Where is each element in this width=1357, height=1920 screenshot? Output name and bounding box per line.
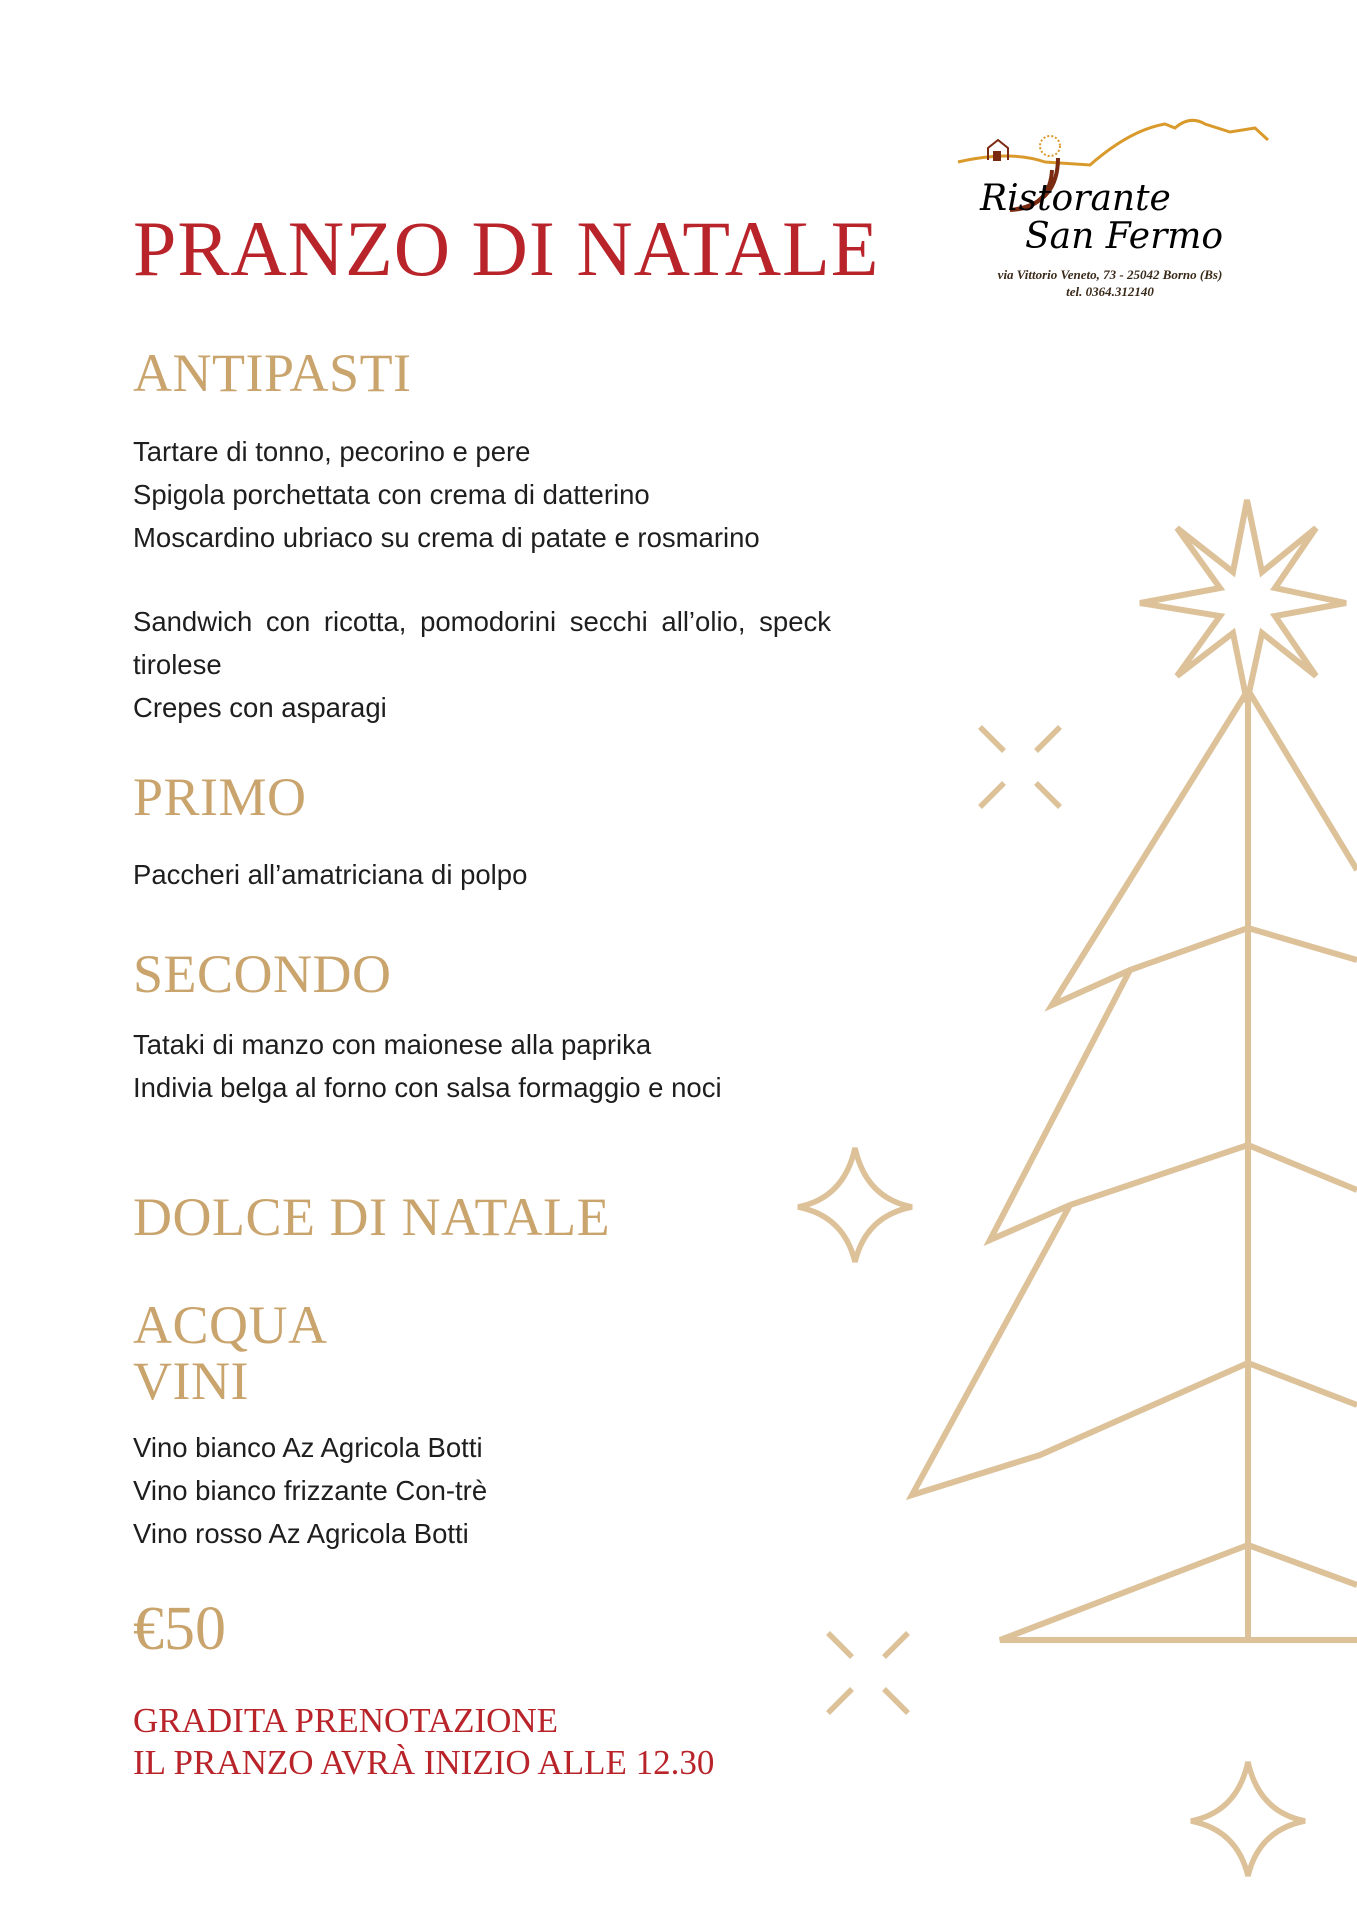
section-heading-primo: PRIMO bbox=[133, 767, 307, 827]
logo-address-block bbox=[950, 266, 1270, 300]
section-heading-vini: VINI bbox=[133, 1351, 249, 1411]
vini-list bbox=[133, 1426, 487, 1555]
section-heading-antipasti: ANTIPASTI bbox=[133, 343, 412, 403]
logo-address: via Vittorio Veneto, 73 - 25042 Borno (Bs) bbox=[997, 267, 1223, 282]
tree-tier-4 bbox=[1000, 1545, 1357, 1640]
antipasti-list bbox=[133, 430, 760, 559]
footer-line-start-time: IL PRANZO AVRÀ INIZIO ALLE 12.30 bbox=[133, 1743, 715, 1782]
four-point-star-icon-1 bbox=[798, 1148, 912, 1262]
menu-item: Indivia belga al forno con salsa formaggio e noci bbox=[133, 1072, 722, 1103]
primo-list bbox=[133, 853, 527, 896]
page-title: PRANZO DI NATALE bbox=[133, 205, 880, 292]
tree-tier-3 bbox=[912, 1205, 1357, 1495]
section-heading-dolce: DOLCE DI NATALE bbox=[133, 1187, 611, 1247]
secondo-list bbox=[133, 1023, 757, 1109]
price: €50 bbox=[133, 1595, 226, 1663]
tree-top-star-icon bbox=[1140, 500, 1346, 702]
sparkle-icon-1 bbox=[980, 727, 1060, 807]
sparkle-icon-2 bbox=[828, 1633, 908, 1713]
menu-item: Crepes con asparagi bbox=[133, 692, 387, 723]
logo-phone: tel. 0364.312140 bbox=[1066, 284, 1154, 299]
menu-item: Moscardino ubriaco su crema di patate e rosmarino bbox=[133, 522, 760, 553]
menu-item: Tataki di manzo con maionese alla paprika bbox=[133, 1029, 652, 1060]
section-heading-acqua: ACQUA bbox=[133, 1295, 328, 1355]
menu-item: Tartare di tonno, pecorino e pere bbox=[133, 436, 531, 467]
menu-item: Vino bianco Az Agricola Botti bbox=[133, 1432, 483, 1463]
four-point-star-icon-2 bbox=[1191, 1762, 1305, 1876]
menu-item: Sandwich con ricotta, pomodorini secchi all’olio, speck tirolese bbox=[133, 606, 831, 680]
menu-item: Vino rosso Az Agricola Botti bbox=[133, 1518, 469, 1549]
logo-name-line2: San Fermo bbox=[1025, 216, 1224, 257]
section-heading-secondo: SECONDO bbox=[133, 944, 392, 1004]
menu-item: Paccheri all’amatriciana di polpo bbox=[133, 859, 528, 890]
footer-notes bbox=[133, 1700, 714, 1784]
menu-item: Vino bianco frizzante Con-trè bbox=[133, 1475, 488, 1506]
antipasti-list-2 bbox=[133, 600, 831, 729]
menu-item: Spigola porchettata con crema di datterino bbox=[133, 479, 650, 510]
footer-line-reservation: GRADITA PRENOTAZIONE bbox=[133, 1701, 559, 1740]
logo-name-line1: Ristorante bbox=[980, 178, 1171, 219]
tree-tier-1 bbox=[1052, 690, 1357, 1005]
